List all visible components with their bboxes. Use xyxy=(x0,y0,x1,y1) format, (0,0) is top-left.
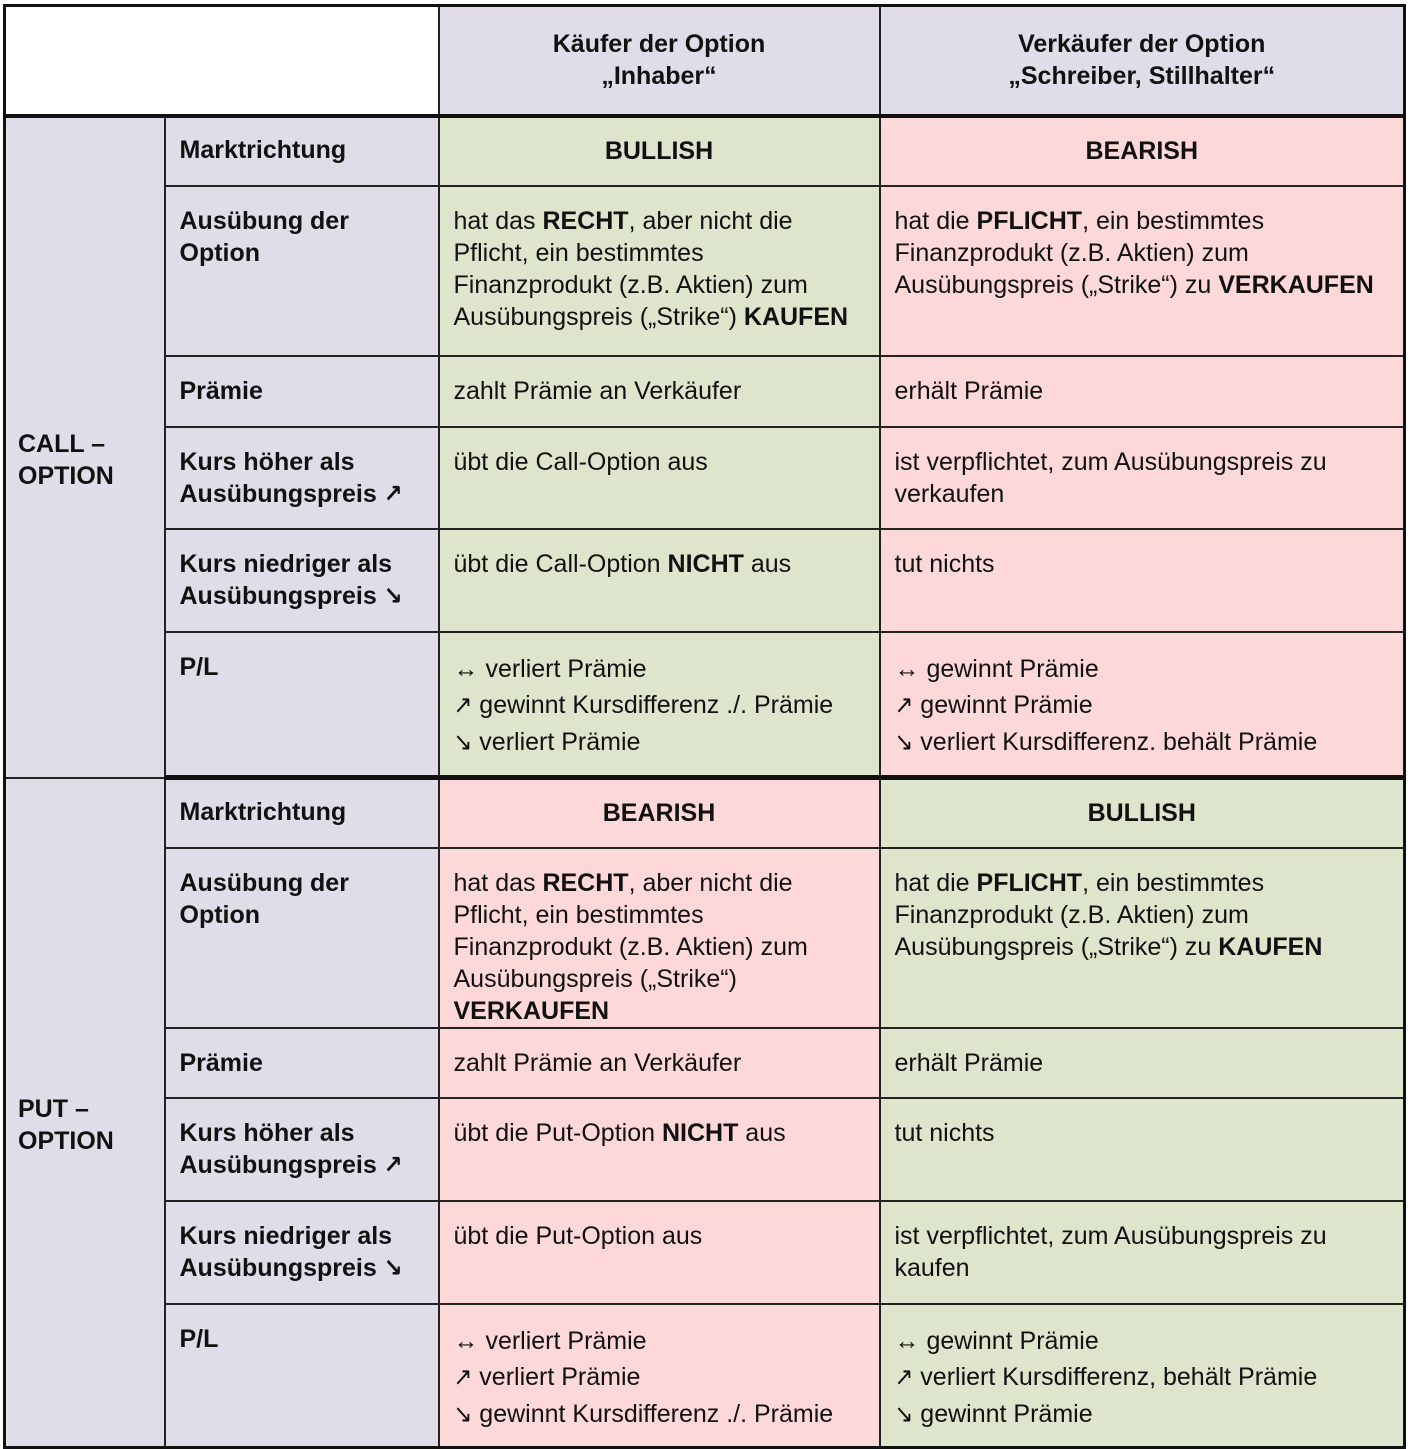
put-seller-higher: tut nichts xyxy=(880,1098,1405,1201)
label-praemie: Prämie xyxy=(165,356,439,427)
pl-line: ↔ gewinnt Prämie xyxy=(894,1326,1099,1355)
label-kurs-niedriger: Kurs niedriger als Ausübungspreis ↘ xyxy=(165,529,439,632)
call-buyer-exercise: hat das RECHT, aber nicht die Pflicht, ein bestimmtes Finanzprodukt (z.B. Aktien) zum Ausübungspreis („Strike“) KAUFEN xyxy=(439,186,880,356)
label-kurs-hoeher: Kurs höher als Ausübungspreis ↗ xyxy=(165,427,439,529)
label-kurs-hoeher: Kurs höher als Ausübungspreis ↗ xyxy=(165,1098,439,1201)
put-buyer-pl xyxy=(439,1304,880,1448)
pl-line: ↘ gewinnt Kursdifferenz ./. Prämie xyxy=(453,1399,834,1428)
put-seller-exercise: hat die PFLICHT, ein bestimmtes Finanzprodukt (z.B. Aktien) zum Ausübungspreis („Strike“) zu KAUFEN xyxy=(880,848,1405,1028)
label-marktrichtung: Marktrichtung xyxy=(165,778,439,848)
header-seller-line1: Verkäufer der Option xyxy=(1018,30,1266,59)
label-ausuebung: Ausübung der Option xyxy=(165,848,439,1028)
label-pl: P/L xyxy=(165,1304,439,1448)
call-buyer-premium: zahlt Prämie an Verkäufer xyxy=(439,356,880,427)
pl-line: ↔ gewinnt Prämie xyxy=(894,654,1099,683)
label-praemie: Prämie xyxy=(165,1028,439,1098)
call-seller-lower: tut nichts xyxy=(880,529,1405,632)
put-buyer-exercise: hat das RECHT, aber nicht die Pflicht, ein bestimmtes Finanzprodukt (z.B. Aktien) zum Ausübungspreis („Strike“) VERKAUFEN xyxy=(439,848,880,1028)
call-option-group-label: CALL – OPTION xyxy=(5,116,165,778)
pl-line: ↗ gewinnt Kursdifferenz ./. Prämie xyxy=(453,691,834,719)
put-option-group-label: PUT – OPTION xyxy=(5,778,165,1448)
pl-line: ↗ verliert Prämie xyxy=(453,1363,641,1391)
call-seller-higher: ist verpflichtet, zum Ausübungspreis zu verkaufen xyxy=(880,427,1405,529)
call-seller-exercise: hat die PFLICHT, ein bestimmtes Finanzprodukt (z.B. Aktien) zum Ausübungspreis („Strike“) zu VERKAUFEN xyxy=(880,186,1405,356)
put-buyer-direction: BEARISH xyxy=(439,778,880,848)
label-pl: P/L xyxy=(165,632,439,778)
pl-line: ↘ gewinnt Prämie xyxy=(894,1399,1093,1428)
call-seller-direction: BEARISH xyxy=(880,116,1405,186)
options-comparison-table xyxy=(3,4,1406,1449)
pl-line: ↔ verliert Prämie xyxy=(453,1326,647,1355)
header-buyer xyxy=(439,6,880,116)
pl-line: ↔ verliert Prämie xyxy=(453,654,647,683)
put-seller-lower: ist verpflichtet, zum Ausübungspreis zu kaufen xyxy=(880,1201,1405,1304)
call-seller-pl xyxy=(880,632,1405,778)
call-seller-premium: erhält Prämie xyxy=(880,356,1405,427)
header-seller-line2: „Schreiber, Stillhalter“ xyxy=(1008,62,1276,91)
header-buyer-line1: Käufer der Option xyxy=(552,30,766,59)
put-buyer-premium: zahlt Prämie an Verkäufer xyxy=(439,1028,880,1098)
header-buyer-line2: „Inhaber“ xyxy=(601,62,717,91)
label-ausuebung: Ausübung der Option xyxy=(165,186,439,356)
pl-line: ↗ gewinnt Prämie xyxy=(894,691,1093,719)
call-buyer-lower: übt die Call-Option NICHT aus xyxy=(439,529,880,632)
put-buyer-lower: übt die Put-Option aus xyxy=(439,1201,880,1304)
call-buyer-direction: BULLISH xyxy=(439,116,880,186)
label-marktrichtung: Marktrichtung xyxy=(165,116,439,186)
put-buyer-higher: übt die Put-Option NICHT aus xyxy=(439,1098,880,1201)
put-seller-pl xyxy=(880,1304,1405,1448)
put-seller-direction: BULLISH xyxy=(880,778,1405,848)
call-buyer-pl xyxy=(439,632,880,778)
put-seller-premium: erhält Prämie xyxy=(880,1028,1405,1098)
pl-line: ↗ verliert Kursdifferenz, behält Prämie xyxy=(894,1363,1318,1391)
call-buyer-higher: übt die Call-Option aus xyxy=(439,427,880,529)
pl-line: ↘ verliert Prämie xyxy=(453,727,641,756)
label-kurs-niedriger: Kurs niedriger als Ausübungspreis ↘ xyxy=(165,1201,439,1304)
pl-line: ↘ verliert Kursdifferenz. behält Prämie xyxy=(894,727,1318,756)
header-seller xyxy=(880,6,1405,116)
header-corner xyxy=(5,6,439,116)
